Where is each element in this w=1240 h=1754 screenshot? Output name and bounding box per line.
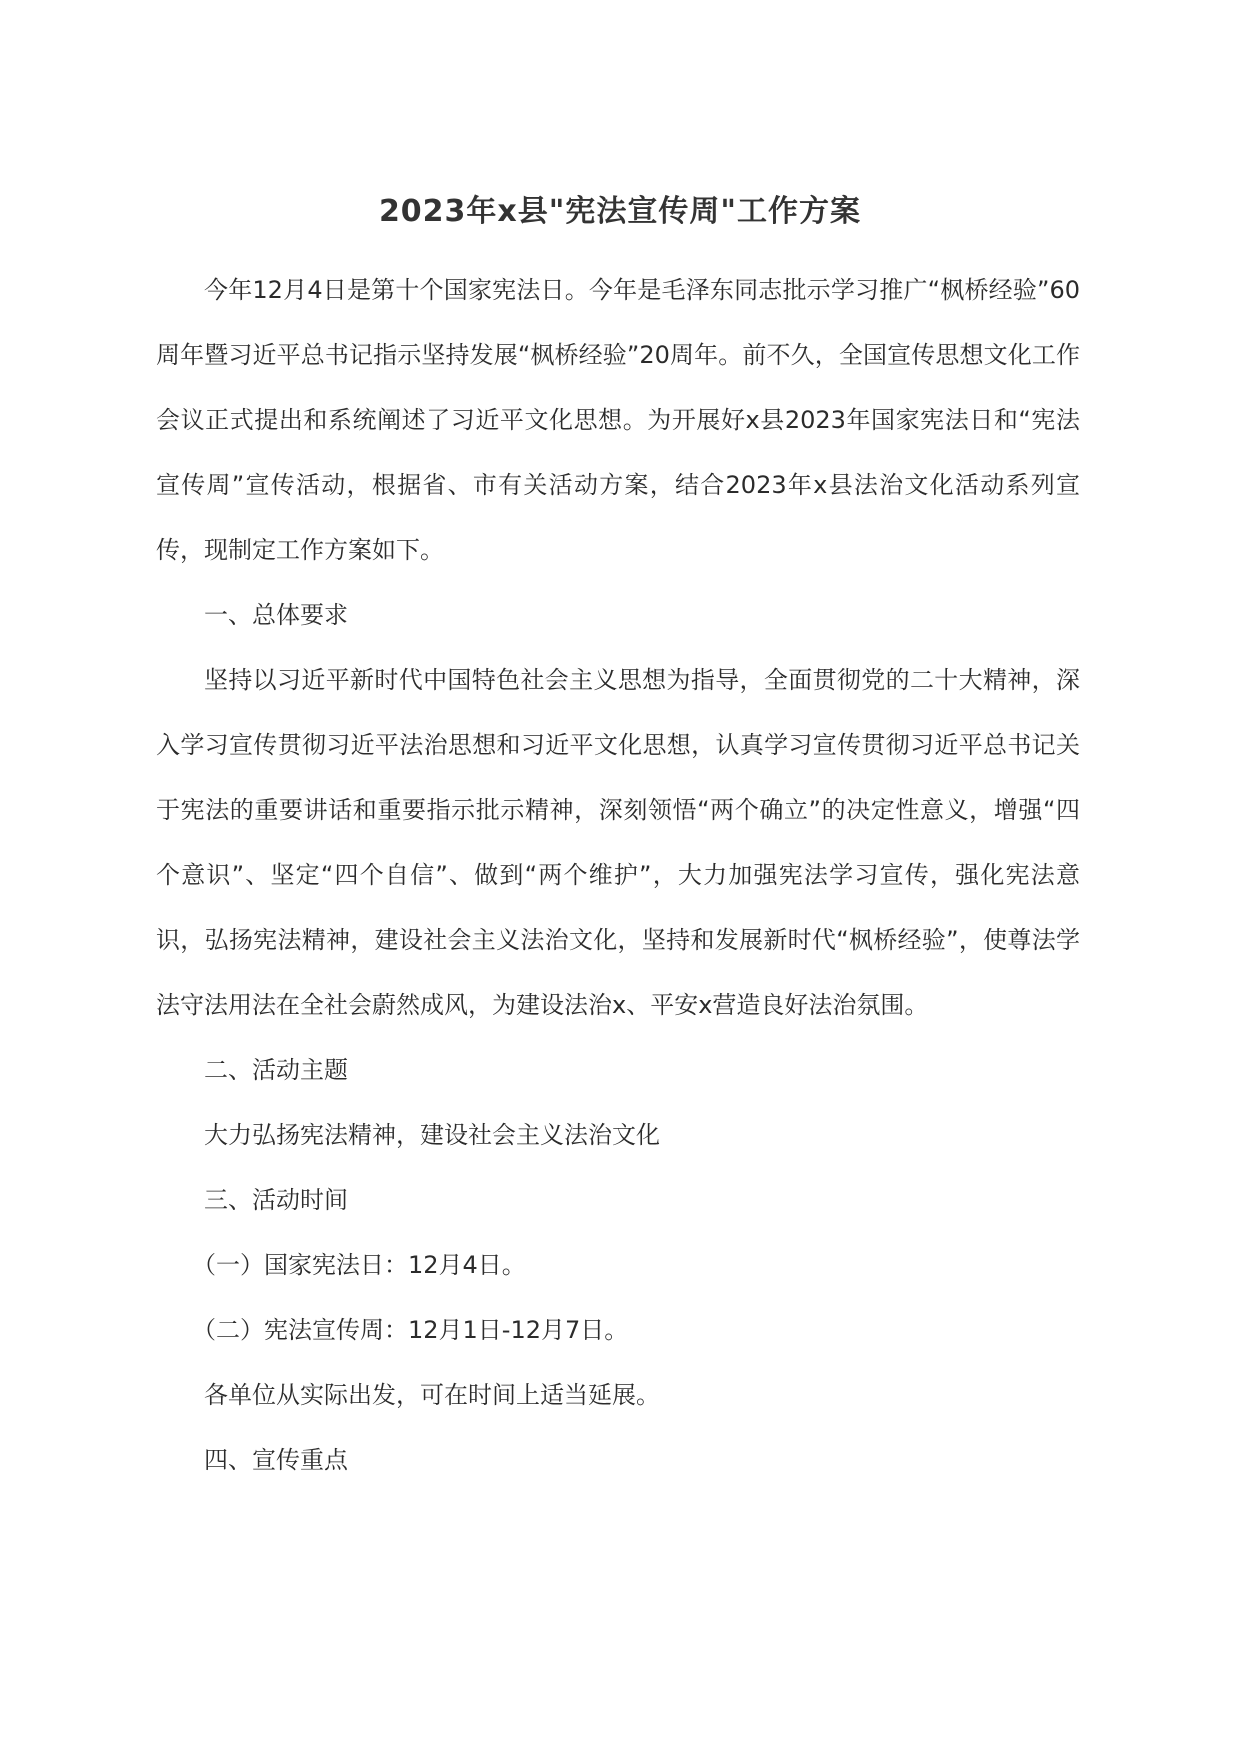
overall-requirements-paragraph: 坚持以习近平新时代中国特色社会主义思想为指导，全面贯彻党的二十大精神，深入学习宣传贯彻习近平法治思想和习近平文化思想，认真学习宣传贯彻习近平总书记关于宪法的重要讲话和重要指示批示精神，深刻领悟“两个确立”的决定性意义，增强“四个意识”、坚定“四个自信”、做到“两个维护”，大力加强宪法学习宣传，强化宪法意识，弘扬宪法精神，建设社会主义法治文化，坚持和发展新时代“枫桥经验”，使尊法学法守法用法在全社会蔚然成风，为建设法治x、平安x营造良好法治氛围。	[156, 666, 1080, 1019]
section-heading-overall-requirements: 一、总体要求	[204, 601, 348, 629]
activity-time-item-2: （二）宪法宣传周：12月1日-12月7日。	[192, 1316, 629, 1344]
document-title: 2023年x县"宪法宣传周"工作方案	[378, 194, 862, 229]
activity-time-note: 各单位从实际出发，可在时间上适当延展。	[204, 1381, 660, 1409]
section-heading-activity-theme: 二、活动主题	[204, 1056, 348, 1084]
activity-time-item-1: （一）国家宪法日：12月4日。	[192, 1251, 526, 1279]
activity-theme-text: 大力弘扬宪法精神，建设社会主义法治文化	[204, 1121, 660, 1149]
intro-paragraph: 今年12月4日是第十个国家宪法日。今年是毛泽东同志批示学习推广“枫桥经验”60周年暨习近平总书记指示坚持发展“枫桥经验”20周年。前不久，全国宣传思想文化工作会议正式提出和系统阐述了习近平文化思想。为开展好x县2023年国家宪法日和“宪法宣传周”宣传活动，根据省、市有关活动方案，结合2023年x县法治文化活动系列宣传，现制定工作方案如下。	[156, 276, 1080, 564]
section-heading-activity-time: 三、活动时间	[204, 1186, 348, 1214]
section-heading-publicity-focus: 四、宣传重点	[204, 1446, 348, 1474]
document-body	[156, 258, 1080, 1493]
